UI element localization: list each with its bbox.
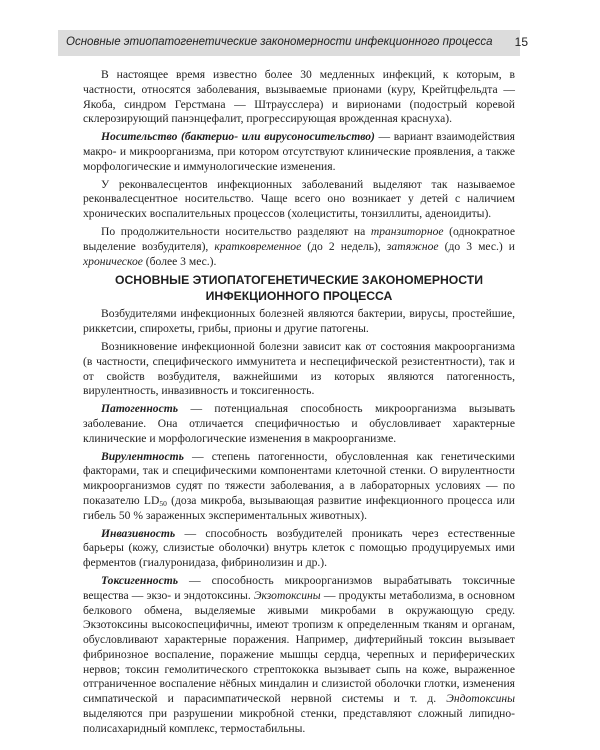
term-toxigenicity: Токсигенность bbox=[101, 573, 179, 587]
text-run: (до 3 мес.) и bbox=[438, 239, 515, 253]
italic-term: кратковременное bbox=[214, 239, 302, 253]
ld-subscript: 50 bbox=[159, 498, 167, 508]
text-run: (более 3 мес.). bbox=[142, 254, 217, 268]
section-heading-line2: ИНФЕКЦИОННОГО ПРОЦЕССА bbox=[205, 289, 393, 304]
term-carriage: Носительство (бактерио- или вирусоносительство) bbox=[101, 130, 375, 144]
italic-term: Экзотоксины bbox=[253, 588, 321, 602]
text-run: (доза микроба, вызывающая развитие инфекционного процесса или гибель 50 % зараженных экспериментальных животных). bbox=[83, 493, 516, 522]
paragraph-virulence bbox=[83, 450, 515, 524]
italic-term: транзиторное bbox=[370, 224, 444, 238]
paragraph-disease-onset: Возникновение инфекционной болезни зависит как от состояния макроорганизма (в частности, специфического иммунитета и неспецифической резистентности), так и от свойств возбудителя, важнейшими из которых являются патогенность, вирулентность, инвазивность и токсигенность. bbox=[83, 339, 515, 398]
paragraph-pathogenicity bbox=[83, 402, 515, 446]
header-title: Основные этиопатогенетические закономерности инфекционного процесса bbox=[66, 36, 493, 48]
text-run: выделяются при разрушении микробной стенки, представляют сложный липидно-полисахаридный комплекс, термостабильны. bbox=[83, 707, 515, 735]
paragraph-pathogens: Возбудителями инфекционных болезней являются бактерии, вирусы, простейшие, риккетсии, спирохеты, грибы, прионы и другие патогены. bbox=[83, 307, 515, 336]
section-heading bbox=[83, 272, 515, 304]
text-run: (до 2 недель), bbox=[301, 239, 387, 253]
paragraph-slow-infections: В настоящее время известно более 30 медленных инфекций, к которым, в частности, относятся заболевания, вызываемые прионами (куру, Крейтцфельдта — Якоба, синдром Герстмана — Штраусслера) и вирионами (подострый коревой склерозирующий панэнцефалит, прогрессирующая врожденная краснуха). bbox=[83, 68, 515, 126]
term-virulence: Вирулентность bbox=[101, 449, 184, 463]
paragraph-carriage bbox=[83, 130, 515, 174]
term-pathogenicity: Патогенность bbox=[101, 402, 179, 416]
text-run: — способность микроорганизмов вырабатывать токсичные вещества — экзо- и эндотоксины. bbox=[83, 573, 515, 602]
pathogenicity-definition: — потенциальная способность микроорганизма вызывать заболевание. Она отличается специфичностью и обусловливает характерные клинические и морфологические изменения в макроорганизме. bbox=[83, 402, 515, 445]
paragraph-convalescent: У реконвалесцентов инфекционных заболеваний выделяют так называемое реконвалесцентное носительство. Чаще всего оно возникает у детей с наличием хронических воспалительных процессов (холециститы, тонзиллиты, аденоидиты). bbox=[83, 177, 515, 221]
text-run: По продолжительности носительство разделяют на bbox=[101, 224, 371, 238]
invasiveness-definition: — способность возбудителей проникать через естественные барьеры (кожу, слизистые оболочки) внутрь клеток с помощью продуцируемых ими ферментов (гиалуронидаза, фибринолизин и др.). bbox=[83, 526, 515, 570]
italic-term: хроническое bbox=[83, 254, 143, 268]
paragraph-toxigenicity bbox=[83, 574, 515, 737]
text-run: — продукты метаболизма, в основном белкового обмена, выделяемые живыми микробами в окружающую среду. Экзотоксины высокоспецифичны, имеют тропизм к определенным тканям и органам, обусловливают характерные поражения. Например, дифтерийный токсин вызывает фибринозное воспаление, поражение мышцы сердца, черепных и периферических нервов; токсин гемолитического стрептококка вызывает сыпь на коже, выраженное отграниченное воспаление нёбных миндалин и слизистой оболочки глотки, изменения симпатической и парасимпатической нервной системы и т. д. bbox=[83, 588, 516, 706]
body-text bbox=[83, 68, 515, 737]
text-run: (однократное выделение возбудителя), bbox=[83, 224, 515, 253]
running-header bbox=[58, 30, 528, 56]
page-number: 15 bbox=[514, 35, 528, 49]
paragraph-invasiveness bbox=[83, 527, 515, 571]
paragraph-duration bbox=[83, 225, 515, 269]
carriage-definition: — вариант взаимодействия макро- и микроорганизма, при котором отсутствуют клинические проявления, а также морфологические и иммунологические изменения. bbox=[83, 130, 515, 173]
text-run: — степень патогенности, обусловленная как генетическими факторами, так и специфическими компонентами клеточной стенки. О вирулентности микроорганизмов судят по тяжести заболевания, а в лабораторных условиях — по показателю LD bbox=[83, 449, 515, 507]
italic-term: Эндотоксины bbox=[446, 692, 515, 706]
italic-term: затяжное bbox=[386, 239, 439, 253]
term-invasiveness: Инвазивность bbox=[101, 526, 176, 540]
section-heading-line1: ОСНОВНЫЕ ЭТИОПАТОГЕНЕТИЧЕСКИЕ ЗАКОНОМЕРНОСТИ bbox=[115, 273, 483, 288]
